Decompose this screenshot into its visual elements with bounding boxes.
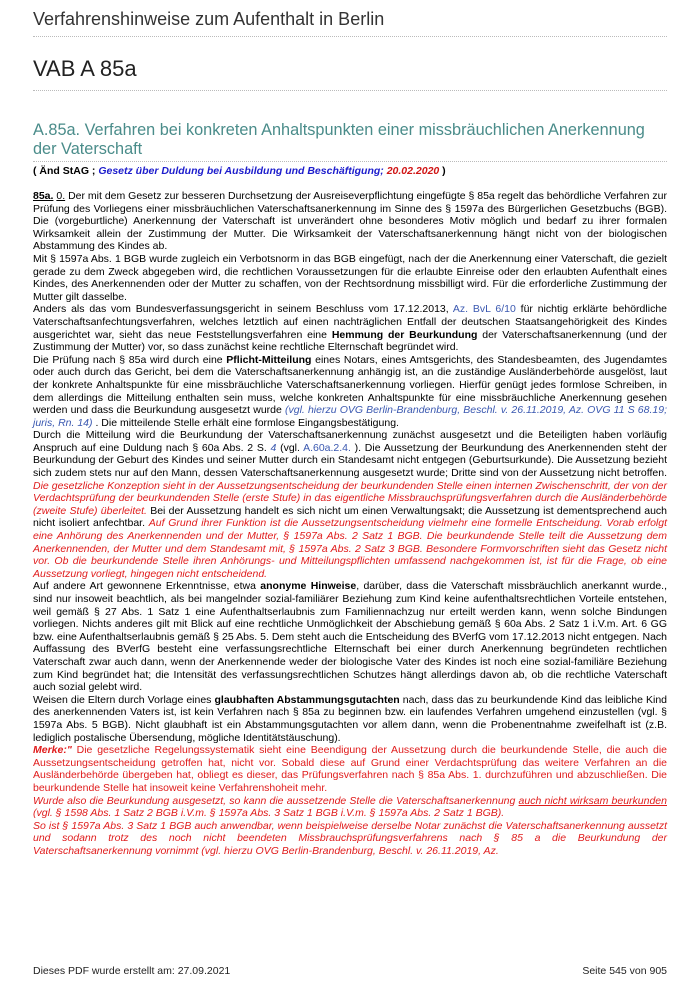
bold-term: Pflicht-Mitteilung [226, 353, 312, 366]
paragraph-8 [33, 744, 667, 794]
amendment-text: Auf Grund ihrer Funktion ist die Aussetzungsentscheidung vielmehr eine formelle Entscheidung. Vorab erfolgt eine Anhörung des Anerkennenden und der Mutter, § 1597a Abs. 2 Satz 1 BGB. Die beurkundende Stelle teilt die Aussetzung dem Anerkennenden, der Mutter und dem Standesamt mit, § 1597a Abs. 2 Satz 3 BGB. Besondere Formvorschriften sieht das Gesetz nicht vor. Ob die beurkundende Stelle ihren Anhörungs- und Mitteilungspflichten umfassend nachgekommen ist, ist für die Frage, ob eine Aussetzung vorliegt, hingegen nicht entscheidend. [33, 517, 667, 580]
text: für nichtig erklärte behördliche Vaterschaftsanfechtungsverfahren, welches letztlich auf einen nachträglichen Entfall der deutschen Staatsangehörigkeit des Kindes ausgerichtet war, sieht das neue Feststellungsverfahren eine [33, 303, 667, 341]
paragraph-text: Der mit dem Gesetz zur besseren Durchsetzung der Ausreiseverpflichtung eingefügte § 85a regelt das behördliche Verfahren zur Prüfung des Vorliegens einer missbräuchlichen Vaterschaftsanerkennung im Sinne des § 1597a des Bürgerlichen Gesetzbuchs (BGB). Die (vorgeburtliche) Anerkennung der Vaterschaft ist unverändert ohne besonderes Motiv möglich und bedarf zu ihrer formalen Wirksamkeit allein der Zustimmung der Mutter. Die Wirksamkeit der Vaterschaftsanerkennung hängt nicht von der biologischen Abstammung des Kindes ab. [33, 190, 667, 253]
underlined-text: auch nicht wirksam beurkunden [518, 794, 667, 807]
text: Auf andere Art gewonnene Erkenntnisse, etwa [33, 580, 261, 593]
text: der Vaterschaftsanerkennung (und der Zustimmung der Mutter) vor, so dass zunächst keine rechtliche Elternschaft begründet wird. [33, 328, 668, 354]
text: (vgl. [276, 441, 304, 454]
text: . Die mitteilende Stelle erhält eine formlose Eingangsbestätigung. [92, 416, 399, 429]
text: Anders als das vom Bundesverfassungsgericht in seinem Beschluss vom 17.12.2013, [33, 303, 453, 316]
paragraph-7 [33, 694, 667, 744]
case-link[interactable]: Az. BvL 6/10 [452, 303, 516, 316]
sub-number: 0. [56, 190, 66, 202]
paragraph-4 [33, 354, 667, 430]
running-header: Verfahrenshinweise zum Aufenthalt in Berlin [33, 9, 667, 37]
body-text [33, 190, 667, 857]
text: Bei der Aussetzung handelt es sich nicht um einen Verwaltungsakt; die Aussetzung ist dementsprechend auch nicht isoliert anfechtbar. [33, 504, 667, 530]
section-heading: A.85a. Verfahren bei konkreten Anhaltspunkten einer missbräuchlichen Anerkennung der Vaterschaft [33, 121, 667, 162]
paragraph-10: So ist § 1597a Abs. 3 Satz 1 BGB auch anwendbar, wenn beispielweise derselbe Notar zunächst die Vaterschaftsanerkennung aussetzt und sodann trotz des noch nicht beendeten Missbrauchsprüfungsverfahrens nach § 85 a die Beurkundung der Vaterschaftsanerkennung vornimmt (vgl. hierzu OVG Berlin-Brandenburg, Beschl. v. 26.11.2019, Az. [33, 819, 667, 857]
change-date: 20.02.2020 [386, 165, 440, 177]
bold-term: glaubhaften Abstammungsgutachten [214, 693, 400, 706]
text: , darüber, dass die Vaterschaft missbräuchlich anerkannt wurde., sind nur insoweit beachtlich, als bei mangelnder sozial-familiärer Beziehung zum Kind keine aufenthaltsrechtlichen Vorteile entstehen, weil gemäß § 27 Abs. 1 Satz 1 eine Aufenthaltserlaubnis zum Familiennachzug nur erteilt werden kann, wenn solche Bindungen vorliegen. Nichts anderes gilt mit Blick auf eine rechtliche Unmöglichkeit der Abschiebung gemäß § 60a Abs. 2 Satz 1 i.V.m. Art. 6 GG bzw. eine Aufenthaltserlaubnis gemäß § 25 Abs. 5. Dem steht auch die Entscheidung des BVerfG vom 17.12.2013 nicht entgegen. Nach Auffassung des BVerfG besteht eine verfassungsrechtliche Elternschaft bei einer durch Anerkennung begründeten rechtlichen Vaterschaft zwar auch dann, wenn der Anerkennende weder der biologische Vater des Kindes ist noch eine sozial-familiäre Beziehung zum Kind begründet hat; die Intensität des verfassungsrechtlichen Schutzes hängt allerdings davon ab, ob die rechtliche Vaterschaft auch sozial gelebt wird. [33, 580, 668, 694]
paragraph-3 [33, 303, 667, 353]
text: nach, dass das zu beurkundende Kind das leibliche Kind des anerkennenden Vaters ist, ist kein Verfahren nach § 85a zu beginnen bzw. ein laufendes Verfahren umgehend einzustellen (vgl. § 1597a Abs. 5 BGB). Nicht glaubhaft ist ein Abstammungsgutachten vor allem dann, wenn die Probenentnahme zweifelhaft ist (z.B. lediglich postalische Übersendung, mögliche Identitätstäuschung). [33, 693, 668, 744]
text: eines Notars, eines Amtsgerichts, des Standesbeamten, des Jugendamtes oder auch durch das Gericht, bei dem die Vaterschaftsanerkennung anhängig ist, an die zuständige Ausländerbehörde ausgelöst, laut der konkrete Anhaltspunkte für eine missbräuchliche Vaterschaftsanerkennung vorliegen. Hierfür genügt jedes formlose Schreiben, in dem allerdings die Mitteilung enthalten sein muss, welche konkreten Anhaltspunkte für eine missbräuchliche Anerkennung gesehen werden und dass die Beurkundung ausgesetzt wurde [33, 353, 667, 417]
change-note [33, 165, 667, 178]
bold-term: Hemmung der Beurkundung [331, 328, 478, 341]
change-prefix: ( Änd StAG ; [33, 165, 99, 177]
page-number: Seite 545 von 905 [582, 965, 667, 977]
paragraph-2: Mit § 1597a Abs. 1 BGB wurde zugleich ein Verbotsnorm in das BGB eingefügt, nach der die Anerkennung einer Vaterschaft, die gezielt gerade zu dem Zweck abgegeben wird, die rechtlichen Voraussetzungen für die erlaubte Einreise oder den erlaubten Aufenthalt eines Kindes, des Anerkennenden oder der Mutter zu schaffen, von der Rechtsordnung missbilligt wird. Für die erforderliche Zustimmung der Mutter gilt dasselbe. [33, 252, 667, 303]
change-suffix: ) [439, 165, 446, 177]
merke-label: Merke:" [33, 744, 72, 757]
paragraph-6 [33, 580, 667, 693]
number-link[interactable]: 4 [270, 441, 277, 454]
bold-term: anonyme Hinweise [260, 580, 357, 593]
amendment-text: Die gesetzliche Regelungssystematik sieht eine Beendigung der Aussetzung durch die beurkundende Stelle, die auch die Aussetzungsentscheidung getroffen hat, nicht vor. Sobald diese auf Grund einer Verdachtsprüfung das weitere Verfahren an die Ausländerbehörde übergeben hat, obliegt es dieser, das Prüfungsverfahren nach § 85a Abs. 1. durchzuführen und abzuschließen. Die beurkundende Stelle hat insoweit keine Verfahrenshoheit mehr. [33, 744, 667, 794]
text: ). Die Aussetzung der Beurkundung des Anerkennenden steht der Beurkundung der Geburt des Kindes und seiner Mutter durch ein Standesamt nicht entgegen (Geburtsurkunde). Die Aussetzung bezieht sich zudem stets nur auf den Mann, dessen Vaterschaftsanerkennung ausgesetzt wurde; Dritte sind von der Aussetzung nicht betroffen. [33, 441, 668, 480]
cross-reference-link[interactable]: A.60a.2.4. [303, 441, 351, 454]
amendment-text: Die gesetzliche Konzeption sieht in der Aussetzungsentscheidung der beurkundenden Stelle einen internen Zwischenschritt, der von der Verdachtsprüfung der beurkundenden Stelle (erste Stufe) in das eigentliche Missbrauchsprüfungsverfahren durch die Ausländerbehörde (zweite Stufe) überleitet. [33, 479, 667, 517]
change-law-link[interactable]: Gesetz über Duldung bei Ausbildung und Beschäftigung; [98, 165, 384, 177]
text: Durch die Mitteilung wird die Beurkundung der Vaterschaftsanerkennung zunächst ausgesetzt und die Beteiligten haben vorläufig Anspruch auf eine Duldung nach § 60a Abs. 2 S. [33, 429, 667, 454]
citation-link[interactable]: (vgl. hierzu OVG Berlin-Brandenburg, Beschl. v. 26.11.2019, Az. OVG 11 S 68.19; juris, Rn. 14) [33, 404, 667, 429]
text: Wurde also die Beurkundung ausgesetzt, so kann die aussetzende Stelle die Vaterschaftsanerkennung [33, 794, 519, 807]
text: Weisen die Eltern durch Vorlage eines [33, 693, 215, 706]
text: Die Prüfung nach § 85a wird durch eine [33, 353, 227, 366]
paragraph-number: 85a. [33, 190, 54, 202]
created-date: Dieses PDF wurde erstellt am: 27.09.2021 [33, 965, 231, 977]
paragraph-1 [33, 190, 667, 253]
document-title: VAB A 85a [33, 56, 667, 91]
text: (vgl. § 1598 Abs. 1 Satz 2 BGB i.V.m. § 1597a Abs. 3 Satz 1 BGB i.V.m. § 1597a Abs. 2 Satz 1 BGB). [33, 807, 505, 820]
page-footer [33, 965, 667, 977]
paragraph-9 [33, 795, 667, 820]
paragraph-5 [33, 429, 667, 580]
